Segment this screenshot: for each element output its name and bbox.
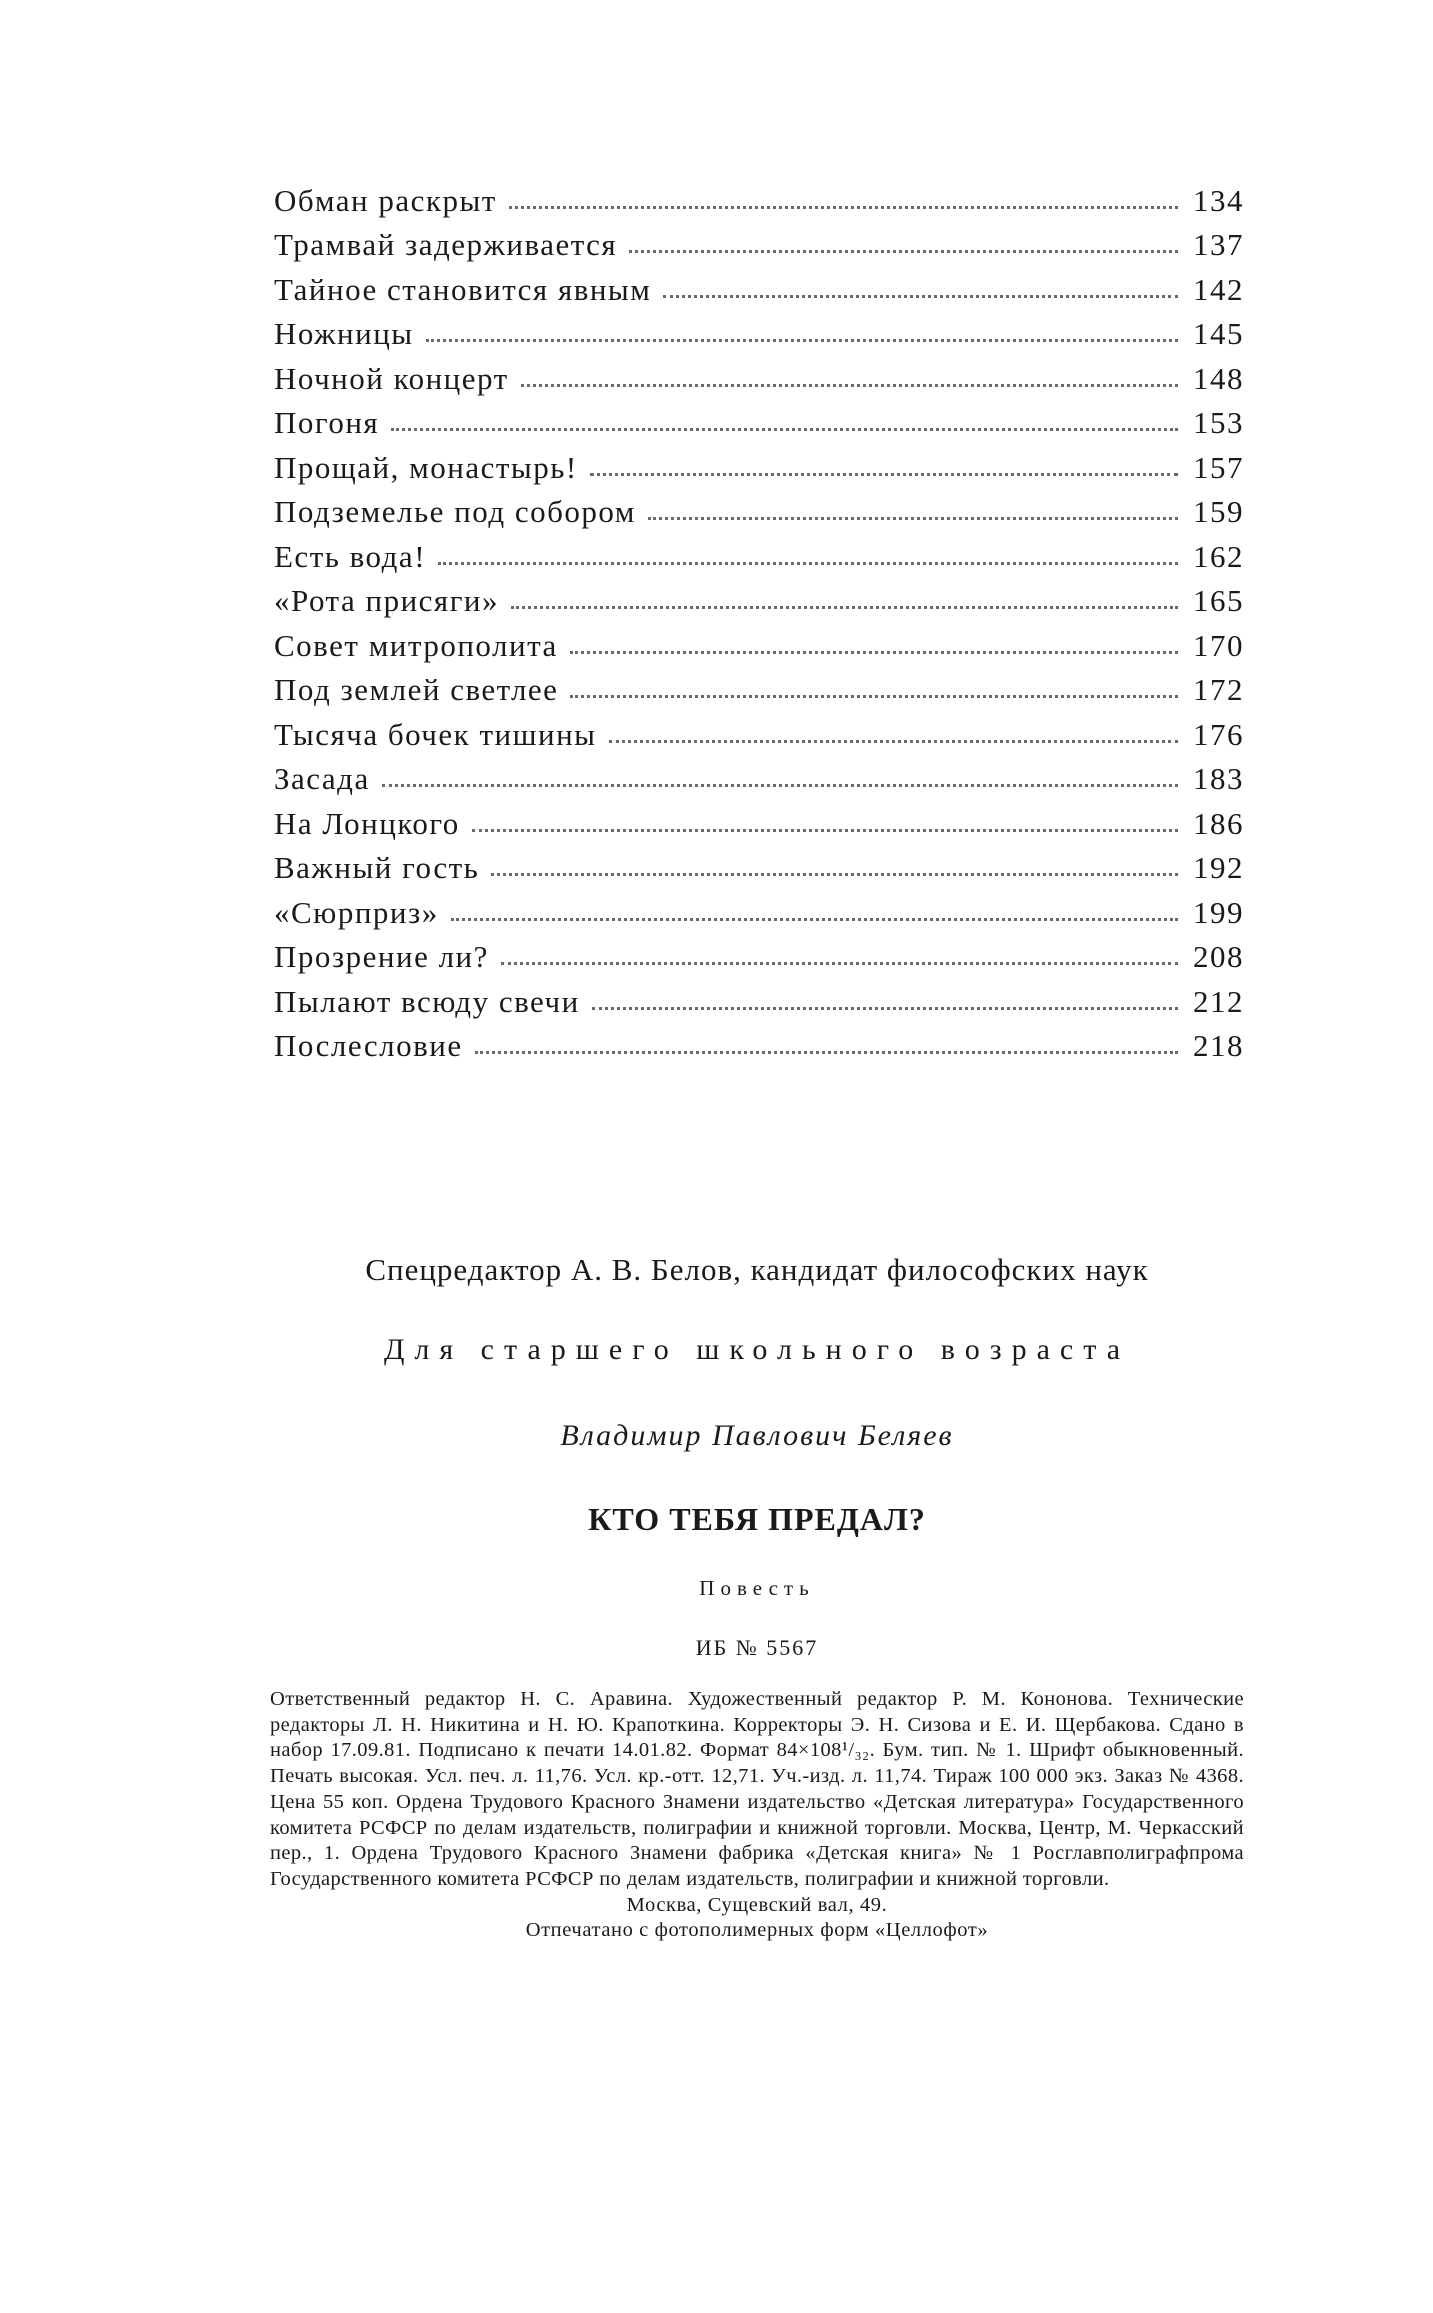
- toc-entry-title: Важный гость: [274, 850, 480, 886]
- printer-address: Москва, Сущевский вал, 49.: [626, 1893, 888, 1916]
- toc-entry: [274, 267, 1244, 312]
- table-of-contents: [274, 178, 1244, 1068]
- dot-leader: [511, 604, 1178, 609]
- toc-entry-title: «Рота присяги»: [274, 583, 499, 619]
- dot-leader: [570, 649, 1178, 654]
- toc-entry-title: Под землей светлее: [274, 672, 559, 708]
- toc-entry-page: 165: [1193, 583, 1244, 619]
- toc-entry-page: 199: [1193, 894, 1244, 930]
- dot-leader: [391, 426, 1178, 431]
- dot-leader: [663, 293, 1178, 298]
- toc-entry-title: Пылают всюду свечи: [274, 983, 580, 1019]
- toc-entry: [274, 801, 1244, 846]
- toc-entry-page: 157: [1193, 449, 1244, 485]
- dot-leader: [475, 1049, 1178, 1054]
- dot-leader: [451, 916, 1178, 921]
- dot-leader: [629, 248, 1178, 253]
- toc-entry-title: На Лонцкого: [274, 805, 460, 841]
- toc-entry-page: 142: [1193, 271, 1244, 307]
- toc-entry: [274, 1024, 1244, 1069]
- toc-entry-page: 176: [1193, 716, 1244, 752]
- dot-leader: [570, 693, 1178, 698]
- toc-entry: [274, 846, 1244, 891]
- toc-entry: [274, 712, 1244, 757]
- toc-entry-title: Погоня: [274, 405, 380, 441]
- dot-leader: [648, 515, 1178, 520]
- toc-entry-page: 172: [1193, 672, 1244, 708]
- toc-entry-title: Ночной концерт: [274, 360, 509, 396]
- toc-entry-title: «Сюрприз»: [274, 894, 439, 930]
- toc-entry-title: Тысяча бочек тишины: [274, 716, 597, 752]
- toc-entry-page: 212: [1193, 983, 1244, 1019]
- dot-leader: [382, 782, 1178, 787]
- dot-leader: [592, 1005, 1178, 1010]
- toc-entry: [274, 979, 1244, 1024]
- toc-entry-page: 153: [1193, 405, 1244, 441]
- toc-entry-title: Ножницы: [274, 316, 414, 352]
- toc-entry-title: Обман раскрыт: [274, 182, 497, 218]
- toc-entry-title: Послесловие: [274, 1028, 463, 1064]
- toc-entry: [274, 579, 1244, 624]
- toc-entry-page: 148: [1193, 360, 1244, 396]
- author-name: Владимир Павлович Беляев: [560, 1419, 954, 1452]
- toc-entry-title: Засада: [274, 761, 370, 797]
- toc-entry: [274, 312, 1244, 357]
- imprint-block: [270, 1240, 1244, 1944]
- toc-entry-title: Совет митрополита: [274, 627, 558, 663]
- toc-entry-page: 162: [1193, 538, 1244, 574]
- toc-entry-page: 159: [1193, 494, 1244, 530]
- dot-leader: [472, 827, 1178, 832]
- dot-leader: [609, 738, 1179, 743]
- toc-entry: [274, 935, 1244, 980]
- toc-entry-title: Тайное становится явным: [274, 271, 652, 307]
- book-title: КТО ТЕБЯ ПРЕДАЛ?: [588, 1501, 926, 1537]
- toc-entry: [274, 401, 1244, 446]
- toc-entry-page: 137: [1193, 227, 1244, 263]
- dot-leader: [509, 204, 1178, 209]
- toc-entry-page: 183: [1193, 761, 1244, 797]
- toc-entry: [274, 890, 1244, 935]
- dot-leader: [501, 960, 1178, 965]
- toc-entry: [274, 356, 1244, 401]
- publication-details: Ответственный редактор Н. С. Аравина. Художественный редактор Р. М. Кононова. Технические редакторы Л. Н. Никитина и Н. Ю. Крапоткина. Корректоры Э. Н. Сизова и Е. И. Щербакова. Сдано в набор 17.09.81. Подписано к печати 14.01.82. Формат 84×108¹/₃₂. Бум. тип. № 1. Шрифт обыкновенный. Печать высокая. Усл. печ. л. 11,76. Усл. кр.-отт. 12,71. Уч.-изд. л. 11,74. Тираж 100 000 экз. Заказ № 4368. Цена 55 коп. Ордена Трудового Красного Знамени издательство «Детская литература» Государственного комитета РСФСР по делам издательств, полиграфии и книжной торговли. Москва, Центр, М. Черкасский пер., 1. Ордена Трудового Красного Знамени фабрика «Детская книга» № 1 Росглавполиграфпрома Государственного комитета РСФСР по делам издательств, полиграфии и книжной торговли.: [270, 1688, 1244, 1890]
- special-editor-line: Спецредактор А. В. Белов, кандидат философских наук: [365, 1252, 1149, 1287]
- toc-entry-title: Подземелье под собором: [274, 494, 636, 530]
- toc-entry: [274, 623, 1244, 668]
- toc-entry-page: 186: [1193, 805, 1244, 841]
- age-group-line: Для старшего школьного возраста: [383, 1333, 1131, 1366]
- dot-leader: [491, 871, 1178, 876]
- toc-entry-title: Есть вода!: [274, 538, 427, 574]
- toc-entry: [274, 178, 1244, 223]
- toc-entry-page: 192: [1193, 850, 1244, 886]
- ib-number: ИБ № 5567: [695, 1635, 819, 1660]
- toc-entry-title: Трамвай задерживается: [274, 227, 618, 263]
- toc-entry: [274, 223, 1244, 268]
- toc-entry: [274, 445, 1244, 490]
- dot-leader: [438, 560, 1178, 565]
- toc-entry: [274, 668, 1244, 713]
- toc-entry-title: Прозрение ли?: [274, 939, 489, 975]
- dot-leader: [590, 471, 1178, 476]
- genre-label: Повесть: [699, 1576, 815, 1600]
- toc-entry: [274, 534, 1244, 579]
- dot-leader: [426, 337, 1178, 342]
- toc-entry: [274, 490, 1244, 535]
- printing-note: Отпечатано с фотополимерных форм «Целлофот»: [525, 1919, 989, 1942]
- toc-entry-page: 170: [1193, 627, 1244, 663]
- toc-entry-page: 218: [1193, 1028, 1244, 1064]
- toc-entry: [274, 757, 1244, 802]
- toc-entry-page: 145: [1193, 316, 1244, 352]
- toc-entry-page: 134: [1193, 182, 1244, 218]
- toc-entry-title: Прощай, монастырь!: [274, 449, 578, 485]
- dot-leader: [521, 382, 1178, 387]
- toc-entry-page: 208: [1193, 939, 1244, 975]
